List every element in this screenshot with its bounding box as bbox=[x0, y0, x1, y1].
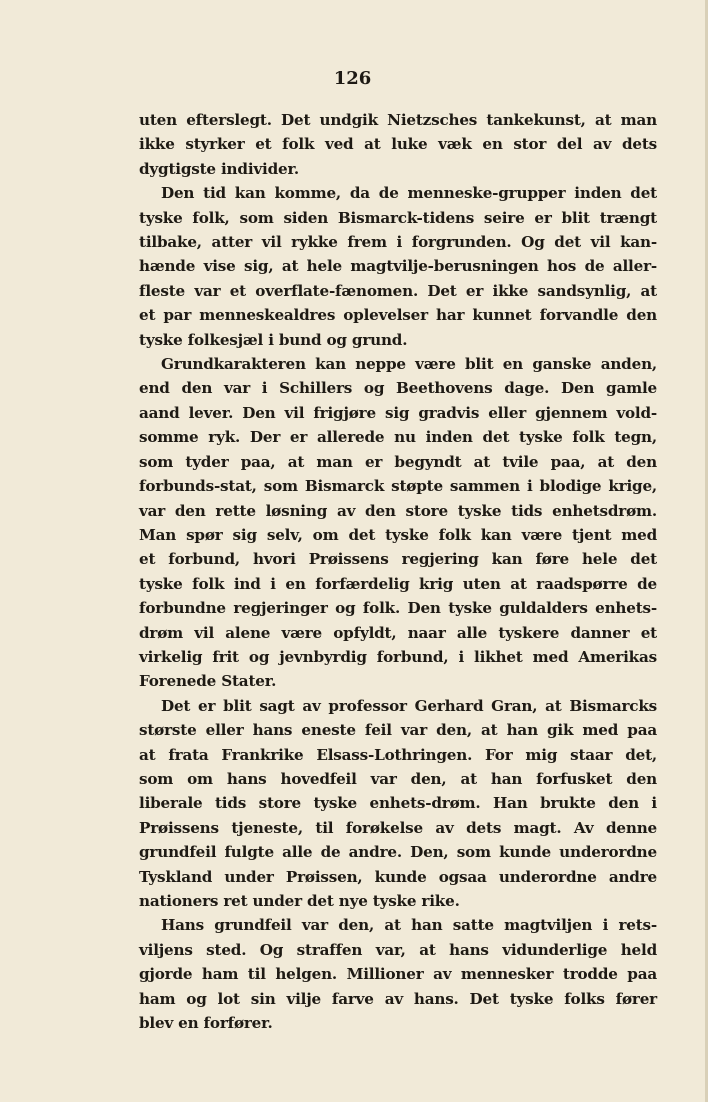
text-line: nationers ret under det nye tyske rike. bbox=[139, 892, 460, 910]
text-line: Grundkarakteren kan neppe være blit en ganske anden, bbox=[161, 355, 657, 374]
page-number: 126 bbox=[333, 68, 372, 89]
text-line: hænde vise sig, at hele magtvilje-berusningen hos de aller- bbox=[139, 257, 657, 276]
text-line: Den tid kan komme, da de menneske-grupper inden det bbox=[161, 184, 657, 203]
text-line: Prøissens tjeneste, til forøkelse av dets magt. Av denne bbox=[139, 818, 657, 837]
text-line: et par menneskealdres oplevelser har kunnet forvandle den bbox=[139, 306, 657, 325]
text-line: liberale tids store tyske enhets-drøm. Han brukte den i bbox=[139, 794, 657, 813]
text-line: at frata Frankrike Elsass-Lothringen. For mig staar det, bbox=[139, 745, 657, 764]
text-line: Man spør sig selv, om det tyske folk kan være tjent med bbox=[139, 525, 657, 544]
text-line: fleste var et overflate-fænomen. Det er ikke sandsynlig, at bbox=[139, 281, 657, 300]
text-line: tyske folk, som siden Bismarck-tidens seire er blit trængt bbox=[139, 208, 657, 227]
text-line: Forenede Stater. bbox=[139, 672, 277, 691]
text-line: virkelig frit og jevnbyrdig forbund, i likhet med Amerikas bbox=[139, 647, 657, 666]
text-line: forbunds-stat, som Bismarck støpte sammen i blodige krige, bbox=[139, 477, 657, 496]
text-line: forbundne regjeringer og folk. Den tyske guldalders enhets- bbox=[139, 599, 657, 618]
text-line: Tyskland under Prøissen, kunde ogsaa underordne andre bbox=[139, 867, 657, 886]
text-line: Hans grundfeil var den, at han satte magtviljen i rets- bbox=[161, 916, 657, 935]
text-line: et forbund, hvori Prøissens regjering kan føre hele det bbox=[139, 550, 657, 569]
text-line: blev en forfører. bbox=[139, 1014, 273, 1033]
text-line: tilbake, atter vil rykke frem i forgrunden. Og det vil kan- bbox=[139, 233, 657, 252]
text-line: dygtigste individer. bbox=[139, 159, 299, 178]
text-line: ikke styrker et folk ved at luke væk en stor del av dets bbox=[139, 135, 657, 154]
text-line: uten efterslegt. Det undgik Nietzsches tankekunst, at man bbox=[139, 111, 657, 129]
text-line: gjorde ham til helgen. Millioner av mennesker trodde paa bbox=[139, 965, 657, 984]
text-line: drøm vil alene være opfyldt, naar alle tyskere danner et bbox=[139, 623, 657, 642]
text-line: somme ryk. Der er allerede nu inden det tyske folk tegn, bbox=[139, 428, 657, 447]
text-line: var den rette løsning av den store tyske tids enhetsdrøm. bbox=[139, 501, 657, 520]
text-line: som tyder paa, at man er begyndt at tvile paa, at den bbox=[139, 452, 657, 471]
text-line: tyske folk ind i en forfærdelig krig uten at raadspørre de bbox=[139, 574, 657, 593]
text-line: største eller hans eneste feil var den, at han gik med paa bbox=[139, 721, 657, 740]
text-line: tyske folkesjæl i bund og grund. bbox=[139, 330, 408, 349]
text-line: aand lever. Den vil frigjøre sig gradvis eller gjennem vold- bbox=[139, 403, 657, 422]
text-line: viljens sted. Og straffen var, at hans vidunderlige held bbox=[139, 940, 657, 959]
text-line: ham og lot sin vilje farve av hans. Det tyske folks fører bbox=[139, 989, 657, 1008]
text-line: som om hans hovedfeil var den, at han forfusket den bbox=[139, 769, 657, 788]
body-text bbox=[139, 108, 657, 1035]
text-line: end den var i Schillers og Beethovens dage. Den gamle bbox=[139, 379, 657, 398]
text-line: grundfeil fulgte alle de andre. Den, som kunde underordne bbox=[139, 843, 657, 862]
text-line: Det er blit sagt av professor Gerhard Gran, at Bismarcks bbox=[161, 696, 657, 715]
